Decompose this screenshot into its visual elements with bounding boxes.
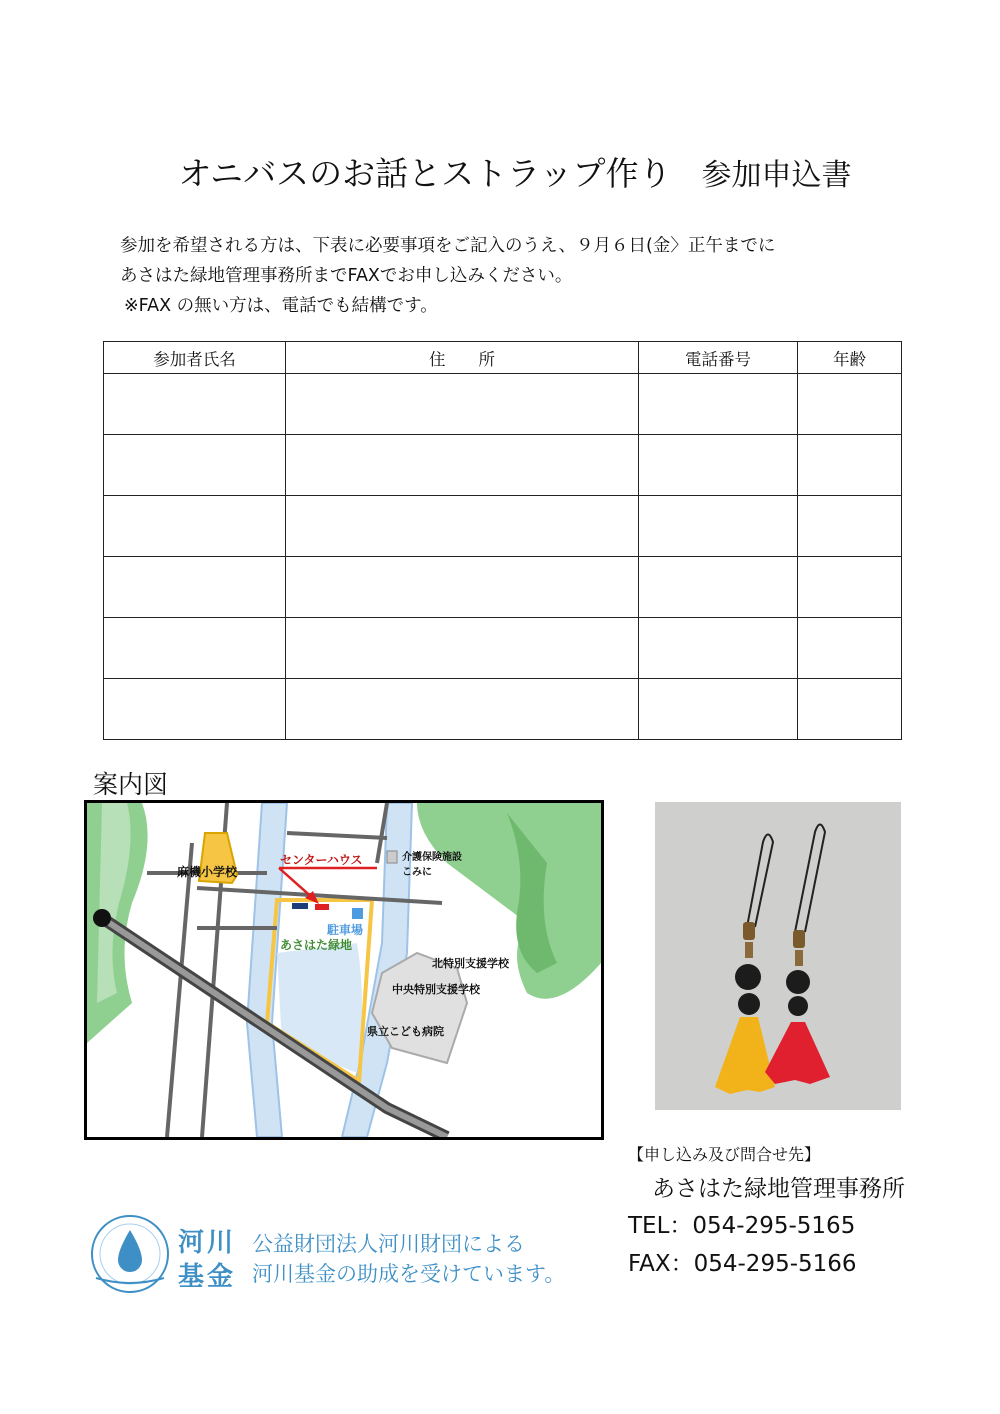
phone-cell[interactable] <box>639 435 798 496</box>
address-cell[interactable] <box>286 679 639 740</box>
name-cell[interactable] <box>104 557 286 618</box>
map-care-facility-2: こみに <box>402 867 432 878</box>
table-row <box>104 374 902 435</box>
intro-line-2: あさはた緑地管理事務所までFAXでお申し込みください。 <box>120 266 573 286</box>
park-pond <box>277 943 362 1073</box>
phone-cell[interactable] <box>639 374 798 435</box>
page-title <box>0 148 1000 195</box>
table-header-row <box>104 342 902 374</box>
registration-table <box>103 341 902 740</box>
header-age: 年齢 <box>798 342 902 374</box>
map-school: 麻機小学校 <box>177 865 238 879</box>
map-care-facility-1: 介護保険施設 <box>402 852 462 863</box>
address-cell[interactable] <box>286 496 639 557</box>
table-row <box>104 618 902 679</box>
contact-tel: TEL：054-295-5165 <box>628 1213 856 1239</box>
map-hospital: 県立こども病院 <box>367 1025 444 1038</box>
strap-photo <box>655 802 901 1110</box>
age-cell[interactable] <box>798 496 902 557</box>
phone-cell[interactable] <box>639 618 798 679</box>
name-cell[interactable] <box>104 618 286 679</box>
name-cell[interactable] <box>104 679 286 740</box>
table-row <box>104 496 902 557</box>
table-row <box>104 557 902 618</box>
phone-cell[interactable] <box>639 679 798 740</box>
contact-heading: 【申し込み及び問合せ先】 <box>628 1145 821 1164</box>
fund-name-line-2: 基金 <box>178 1262 237 1292</box>
map-label: 案内図 <box>93 770 169 799</box>
left-bead <box>735 964 761 990</box>
map-parking: 駐車場 <box>327 923 364 937</box>
access-map <box>84 800 604 1140</box>
name-cell[interactable] <box>104 496 286 557</box>
header-phone: 電話番号 <box>639 342 798 374</box>
fund-text-line-2: 河川基金の助成を受けています。 <box>252 1262 566 1286</box>
map-central-school: 中央特別支援学校 <box>392 983 480 996</box>
header-name: 参加者氏名 <box>104 342 286 374</box>
age-cell[interactable] <box>798 679 902 740</box>
age-cell[interactable] <box>798 435 902 496</box>
title-main: オニバスのお話とストラップ作り <box>178 154 672 193</box>
name-cell[interactable] <box>104 435 286 496</box>
center-house-mark <box>315 904 329 910</box>
title-sub: 参加申込書 <box>701 158 852 193</box>
address-cell[interactable] <box>286 618 639 679</box>
phone-cell[interactable] <box>639 496 798 557</box>
map-north-school: 北特別支援学校 <box>432 957 509 970</box>
intro-line-3: ※FAX の無い方は、電話でも結構です。 <box>124 296 438 316</box>
fund-name-line-1: 河川 <box>178 1228 237 1258</box>
name-cell[interactable] <box>104 374 286 435</box>
table-row <box>104 435 902 496</box>
phone-cell[interactable] <box>639 557 798 618</box>
right-bead <box>788 996 808 1016</box>
age-cell[interactable] <box>798 618 902 679</box>
parking-mark <box>352 908 363 919</box>
contact-org: あさはた緑地管理事務所 <box>652 1176 905 1202</box>
map-center-house: センターハウス <box>280 853 363 867</box>
address-cell[interactable] <box>286 557 639 618</box>
address-cell[interactable] <box>286 435 639 496</box>
header-address: 住 所 <box>286 342 639 374</box>
age-cell[interactable] <box>798 557 902 618</box>
map-park: あさはた緑地 <box>280 938 353 952</box>
address-cell[interactable] <box>286 374 639 435</box>
contact-fax: FAX：054-295-5166 <box>628 1251 857 1277</box>
age-cell[interactable] <box>798 374 902 435</box>
intro-line-1: 参加を希望される方は、下表に必要事項をご記入のうえ、９月６日(金〉正午までに <box>120 236 776 256</box>
fund-text-line-1: 公益財団法人河川財団による <box>252 1232 525 1256</box>
table-row <box>104 679 902 740</box>
